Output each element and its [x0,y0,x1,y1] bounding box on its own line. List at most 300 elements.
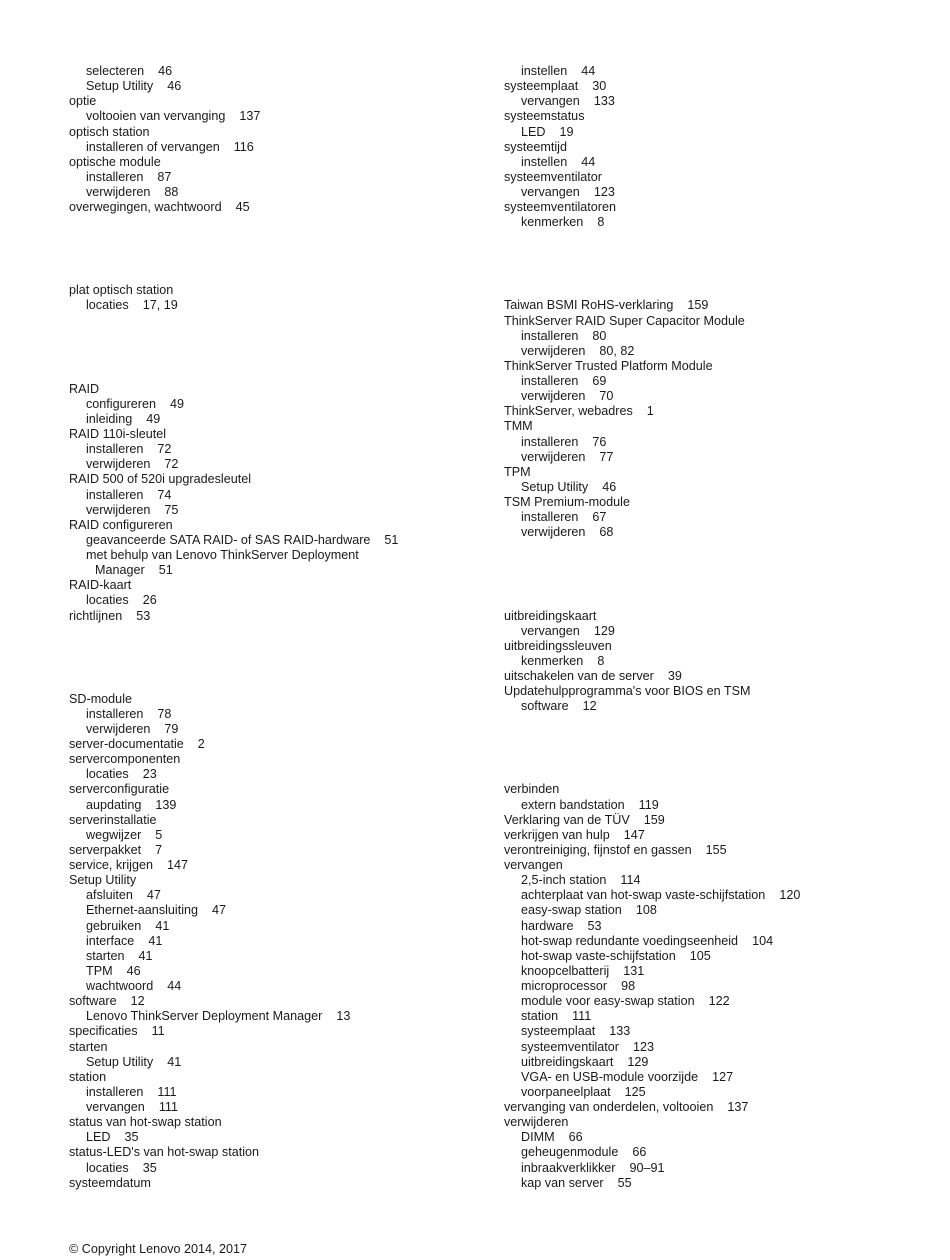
index-term: software [69,994,117,1009]
index-term: Setup Utility [86,79,154,94]
index-term: status van hot-swap station [69,1115,222,1130]
letter-group-gap [504,230,924,298]
index-term: verwijderen [86,721,151,736]
index-term: LED [86,1130,111,1145]
index-subentry [69,903,469,918]
index-term: Setup Utility [521,479,589,494]
index-page-number: 13 [336,1009,351,1024]
index-entry [69,382,469,397]
index-entry [69,94,469,109]
index-entry [69,843,469,858]
index-term: verkrijgen van hulp [504,827,610,842]
index-subentry [504,1040,924,1055]
index-term: achterplaat van hot-swap vaste-schijfstation [521,888,766,903]
index-subentry [69,298,469,313]
index-term: verwijderen [504,1115,569,1130]
index-subentry [504,1145,924,1160]
index-page-number: 70 [599,389,614,404]
index-term: knoopcelbatterij [521,963,610,978]
index-entry [504,782,924,797]
index-entry [504,684,924,699]
index-page-number: 88 [164,185,179,199]
index-page-number: 119 [638,797,659,812]
index-term: servercomponenten [69,752,181,767]
index-page-number: 147 [623,827,645,842]
index-term: vervangen [521,623,580,638]
index-entry [504,669,924,684]
index-term: instellen [521,64,568,78]
index-subentry [69,563,469,578]
index-subentry [69,79,469,94]
index-term: vervanging van onderdelen, voltooien [504,1100,714,1115]
index-page-number: 8 [597,215,605,230]
index-term: Setup Utility [69,873,137,888]
index-subentry [69,185,469,200]
index-subentry [504,624,924,639]
index-subentry [504,155,924,170]
index-entry [69,472,469,487]
index-page-number: 69 [592,374,607,389]
index-term: status-LED's van hot-swap station [69,1145,260,1160]
index-page-number: 98 [621,979,636,994]
index-subentry [504,1055,924,1070]
index-term: VGA- en USB-module voorzijde [521,1069,699,1084]
index-page-number: 79 [164,721,179,736]
index-entry [504,314,924,329]
index-entry [69,782,469,797]
index-term: kap van server [521,1175,604,1190]
index-term: gebruiken [86,918,142,933]
index-subentry [504,1161,924,1176]
index-entry [504,843,924,858]
index-subentry [504,510,924,525]
index-term: verwijderen [86,502,151,517]
index-term: verwijderen [86,457,151,472]
index-subentry [504,215,924,230]
index-term: TPM [504,464,531,479]
index-page-number: 147 [167,858,189,873]
index-page-number: 137 [239,109,261,124]
index-page-number: 114 [620,873,641,888]
index-page-number: 74 [157,487,172,502]
index-term: Updatehulpprogramma's voor BIOS en TSM [504,684,751,699]
index-page-number: 30 [592,79,607,94]
index-term: easy-swap station [521,903,622,918]
index-page-number: 53 [136,608,151,623]
index-term: SD-module [69,691,132,706]
index-term: verwijderen [86,185,151,199]
index-term: systeemtijd [504,139,567,154]
index-page-number: 129 [593,623,615,638]
index-term: station [69,1069,107,1084]
index-term: Verklaring van de TÜV [504,812,630,827]
index-subentry [69,1009,469,1024]
index-page-number: 39 [667,669,682,684]
index-term: RAID [69,381,100,396]
index-page-number: 120 [779,888,801,903]
index-subentry [504,964,924,979]
index-term: overwegingen, wachtwoord [69,200,222,215]
index-entry [504,170,924,185]
index-entry [504,404,924,419]
index-entry [69,578,469,593]
index-page-number: 46 [602,479,617,494]
index-page-number: 5 [155,827,163,842]
index-term: server-documentatie [69,737,184,752]
index-term: service, krijgen [69,858,153,873]
index-page-number: 139 [155,797,177,812]
index-page-number: 8 [597,653,605,668]
index-page-number: 129 [627,1054,649,1069]
index-subentry [69,457,469,472]
index-subentry [69,1130,469,1145]
index-entry [69,1145,469,1160]
index-entry [504,200,924,215]
index-page-number: 111 [157,1084,177,1099]
index-term: installeren [521,434,579,449]
index-term: inbraakverklikker [521,1160,616,1175]
index-term: installeren [86,487,144,502]
index-subentry [69,919,469,934]
index-term: installeren [521,374,579,389]
index-term: RAID 110i-sleutel [69,427,167,442]
index-term: verontreiniging, fijnstof en gassen [504,842,692,857]
index-term: kenmerken [521,653,584,668]
index-subentry [69,503,469,518]
index-term: verwijderen [521,343,586,358]
index-entry [504,79,924,94]
index-page-number: 125 [624,1084,646,1099]
index-term: afsluiten [86,888,133,903]
index-page-number: 2 [197,737,205,752]
index-page-number: 127 [712,1069,734,1084]
index-subentry [504,1009,924,1024]
index-term: Ethernet-aansluiting [86,903,199,918]
index-entry [69,813,469,828]
index-page-number: 111 [572,1009,592,1024]
index-term: optische module [69,154,161,169]
index-subentry [69,798,469,813]
index-term: installeren of vervangen [86,139,220,154]
index-page-number: 53 [587,918,602,933]
index-term: hot-swap redundante voedingseenheid [521,933,739,948]
index-page-number: 11 [151,1024,165,1039]
index-page-number: 26 [142,593,157,608]
index-subentry [69,828,469,843]
index-page-number: 49 [170,396,185,411]
index-term: locaties [86,298,129,313]
index-term: hot-swap vaste-schijfstation [521,948,676,963]
index-term: RAID-kaart [69,578,132,593]
index-page-number: 66 [632,1145,647,1160]
index-subentry [69,64,469,79]
index-subentry [504,699,924,714]
index-page-number: 77 [599,449,614,464]
index-page-number: 159 [687,298,709,313]
index-page-number: 122 [708,994,730,1009]
index-subentry [504,798,924,813]
index-page-number: 55 [617,1175,632,1190]
index-term: systeemventilatoren [504,200,616,215]
index-term: selecteren [86,64,145,78]
index-term: ThinkServer, webadres [504,404,633,419]
index-subentry [504,1176,924,1191]
index-subentry [504,873,924,888]
index-page-number: 90–91 [629,1160,665,1175]
index-term: installeren [86,442,144,457]
index-page-number: 7 [155,842,163,857]
index-subentry [69,888,469,903]
index-term: RAID 500 of 520i upgradesleutel [69,472,252,487]
index-entry [504,1115,924,1130]
letter-group-gap [69,215,469,283]
letter-group-gap [69,314,469,382]
index-term: optisch station [69,124,150,139]
index-page-number: 67 [592,510,607,525]
index-entry [69,155,469,170]
index-subentry [504,64,924,79]
index-page-number: 41 [167,1054,182,1069]
letter-group-gap [504,540,924,608]
index-page-number: 51 [158,563,173,578]
index-subentry [69,488,469,503]
index-term: voltooien van vervanging [86,109,226,124]
index-term: TSM Premium-module [504,495,630,510]
index-term: wachtwoord [86,979,154,994]
index-entry [504,140,924,155]
index-entry [69,1070,469,1085]
index-entry [69,1176,469,1191]
index-subentry [69,1161,469,1176]
index-page-number: 46 [126,963,141,978]
index-subentry [504,903,924,918]
index-term: ThinkServer Trusted Platform Module [504,358,713,373]
index-term: hardware [521,918,574,933]
letter-group-gap [69,624,469,692]
index-subentry [504,435,924,450]
index-entry [69,1115,469,1130]
index-entry [69,858,469,873]
index-term: extern bandstation [521,797,625,812]
index-term: serverconfiguratie [69,782,170,797]
index-term: systeemstatus [504,109,585,124]
index-page-number: 41 [138,948,153,963]
index-subentry [69,397,469,412]
index-term: uitbreidingskaart [504,608,597,623]
index-term: configureren [86,396,157,411]
index-term: uitbreidingskaart [521,1054,614,1069]
index-subentry [504,654,924,669]
index-page-number: 44 [581,154,596,169]
index-subentry [504,125,924,140]
letter-group-gap [504,714,924,782]
index-page-number: 12 [582,699,597,714]
index-page-number: 108 [635,903,657,918]
index-term: vervangen [86,1100,145,1115]
index-term: geheugenmodule [521,1145,619,1160]
index-subentry [69,722,469,737]
index-entry [69,737,469,752]
index-entry [504,495,924,510]
index-page-number: 133 [609,1024,631,1039]
index-term: inleiding [86,411,133,426]
index-subentry [69,767,469,782]
index-term: interface [86,933,135,948]
index-page-number: 45 [235,200,250,215]
index-entry [504,109,924,124]
index-subentry [504,185,924,200]
index-page-number: 111 [158,1100,178,1115]
index-subentry [504,344,924,359]
index-page-number: 51 [384,532,399,547]
index-subentry [504,994,924,1009]
index-term: RAID configureren [69,517,173,532]
index-term: installeren [86,706,144,721]
index-subentry [504,329,924,344]
copyright-footer: © Copyright Lenovo 2014, 2017 [69,1242,248,1256]
index-term: vervangen [521,185,580,199]
index-subentry [504,979,924,994]
index-term: voorpaneelplaat [521,1084,611,1099]
index-entry [504,858,924,873]
index-term: uitschakelen van de server [504,669,654,684]
index-page-number: 47 [212,903,227,918]
index-subentry [69,412,469,427]
index-page-number: 72 [157,442,172,457]
index-page-number: 47 [146,888,161,903]
index-term: geavanceerde SATA RAID- of SAS RAID-hardware [86,532,371,547]
index-subentry [504,480,924,495]
index-term: systeemventilator [521,1039,619,1054]
index-entry [504,359,924,374]
index-term: TMM [504,419,533,434]
index-page-number: 116 [233,139,254,154]
index-page-number: 17, 19 [142,298,178,313]
index-page-number: 41 [148,933,163,948]
index-term: verwijderen [521,389,586,404]
index-term: Taiwan BSMI RoHS-verklaring [504,298,674,313]
index-page-number: 23 [142,767,157,782]
index-entry [69,283,469,298]
index-page-number: 105 [689,948,711,963]
index-page-number: 12 [130,994,145,1009]
index-page-number: 68 [599,525,614,540]
index-entry [69,692,469,707]
index-term: verwijderen [521,449,586,464]
index-column-left [69,64,469,1191]
index-subentry [69,170,469,185]
index-term: installeren [521,510,579,525]
index-subentry [69,533,469,548]
index-entry [69,518,469,533]
index-term: systeemventilator [504,169,602,184]
index-page-number: 19 [559,124,574,139]
index-term: richtlijnen [69,608,123,623]
index-term: starten [86,948,125,963]
index-entry [69,1040,469,1055]
index-page-number: 35 [142,1160,157,1175]
index-entry [504,828,924,843]
index-term: installeren [86,169,144,184]
index-page-number: 133 [593,94,615,109]
index-page-number: 46 [158,64,173,78]
index-subentry [504,1024,924,1039]
index-entry [504,813,924,828]
index-term: Lenovo ThinkServer Deployment Manager [86,1009,323,1024]
index-term: locaties [86,1160,129,1175]
index-term: vervangen [504,858,563,873]
index-entry [69,1024,469,1039]
index-term: specificaties [69,1024,138,1039]
index-subentry [69,109,469,124]
index-subentry [69,979,469,994]
index-subentry [504,949,924,964]
index-term: plat optisch station [69,283,174,298]
index-entry [69,752,469,767]
index-subentry [504,389,924,404]
index-subentry [69,442,469,457]
index-term: instellen [521,154,568,169]
index-page-number: 41 [155,918,170,933]
index-subentry [504,934,924,949]
index-term: installeren [521,328,579,343]
index-subentry [69,1085,469,1100]
index-page-number: 44 [167,979,182,994]
index-page-number: 123 [593,185,615,199]
index-subentry [504,374,924,389]
index-entry [504,639,924,654]
index-entry [504,298,924,313]
index-subentry [504,1070,924,1085]
index-entry [69,427,469,442]
index-page-number: 78 [157,706,172,721]
index-subentry [504,94,924,109]
index-entry [69,609,469,624]
index-term: Manager [95,563,145,578]
index-term: verwijderen [521,525,586,540]
index-term: TPM [86,963,113,978]
index-term: starten [69,1039,108,1054]
index-subentry [69,1055,469,1070]
index-term: locaties [86,593,129,608]
index-subentry [69,593,469,608]
index-page-number: 1 [646,404,654,419]
index-term: verbinden [504,782,560,797]
index-subentry [504,450,924,465]
index-term: aupdating [86,797,142,812]
index-subentry [504,888,924,903]
index-term: module voor easy-swap station [521,994,695,1009]
index-term: installeren [86,1084,144,1099]
index-term: systeemplaat [521,1024,596,1039]
index-page-number: 131 [623,963,645,978]
index-subentry [504,525,924,540]
index-subentry [504,919,924,934]
index-page-number: 44 [581,64,596,78]
index-entry [69,994,469,1009]
index-term: microprocessor [521,979,608,994]
index-term: uitbreidingssleuven [504,638,612,653]
index-page-number: 66 [568,1130,583,1145]
index-term: systeemplaat [504,79,579,94]
index-term: vervangen [521,94,580,109]
index-term: serverpakket [69,842,142,857]
index-page-number: 155 [705,842,727,857]
index-page-number: 76 [592,434,607,449]
index-subentry [69,707,469,722]
index-subentry [69,548,469,563]
index-subentry [69,934,469,949]
